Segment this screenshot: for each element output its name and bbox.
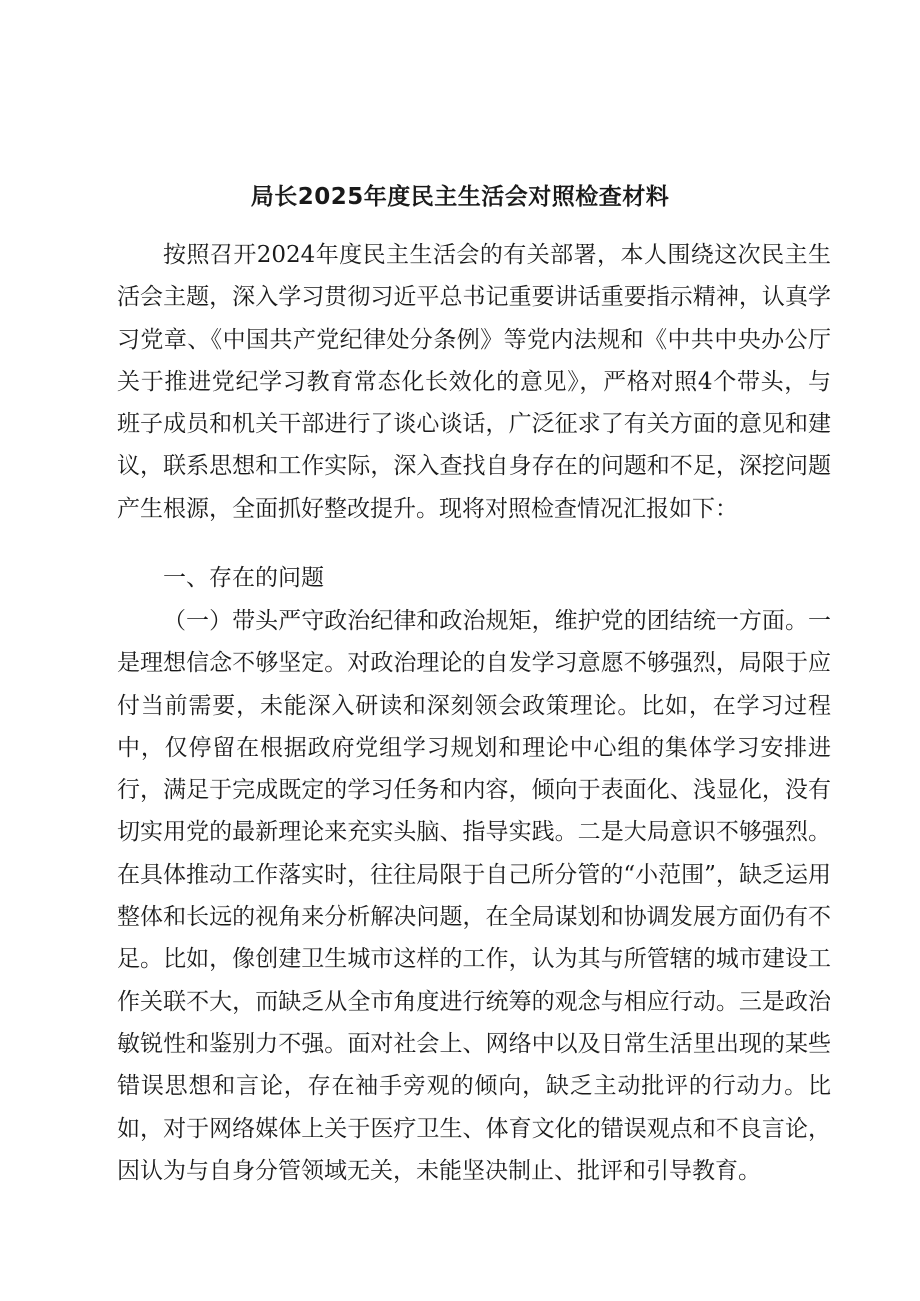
section-heading: 一、存在的问题 [163,565,324,591]
document-title: 局长2025年度民主生活会对照检查材料 [250,184,670,211]
item-paragraph: （一）带头严守政治纪律和政治规矩，维护党的团结统一方面。一是理想信念不够坚定。对政治理论的自发学习意愿不够强烈，局限于应付当前需要，未能深入研读和深刻领会政策理论。比如，在学习过程中，仅停留在根据政府党组学习规划和理论中心组的集体学习安排进行，满足于完成既定的学习任务和内容，倾向于表面化、浅显化，没有切实用党的最新理论来充实头脑、指导实践。二是大局意识不够强烈。在具体推动工作落实时，往往局限于自己所分管的“小范围”，缺乏运用整体和长远的视角来分析解决问题，在全局谋划和协调发展方面仍有不足。比如，像创建卫生城市这样的工作，认为其与所管辖的城市建设工作关联不大，而缺乏从全市角度进行统筹的观念与相应行动。三是政治敏锐性和鉴别力不强。面对社会上、网络中以及日常生活里出现的某些错误思想和言论，存在袖手旁观的倾向，缺乏主动批评的行动力。比如，对于网络媒体上关于医疗卫生、体育文化的错误观点和不良言论，因认为与自身分管领域无关，未能坚决制止、批评和引导教育。 [117,608,831,1184]
intro-paragraph: 按照召开2024年度民主生活会的有关部署，本人围绕这次民主生活会主题，深入学习贯彻习近平总书记重要讲话重要指示精神，认真学习党章、《中国共产党纪律处分条例》等党内法规和《中共中央办公厅关于推进党纪学习教育常态化长效化的意见》，严格对照4个带头，与班子成员和机关干部进行了谈心谈话，广泛征求了有关方面的意见和建议，联系思想和工作实际，深入查找自身存在的问题和不足，深挖问题产生根源，全面抓好整改提升。现将对照检查情况汇报如下： [117,242,831,522]
